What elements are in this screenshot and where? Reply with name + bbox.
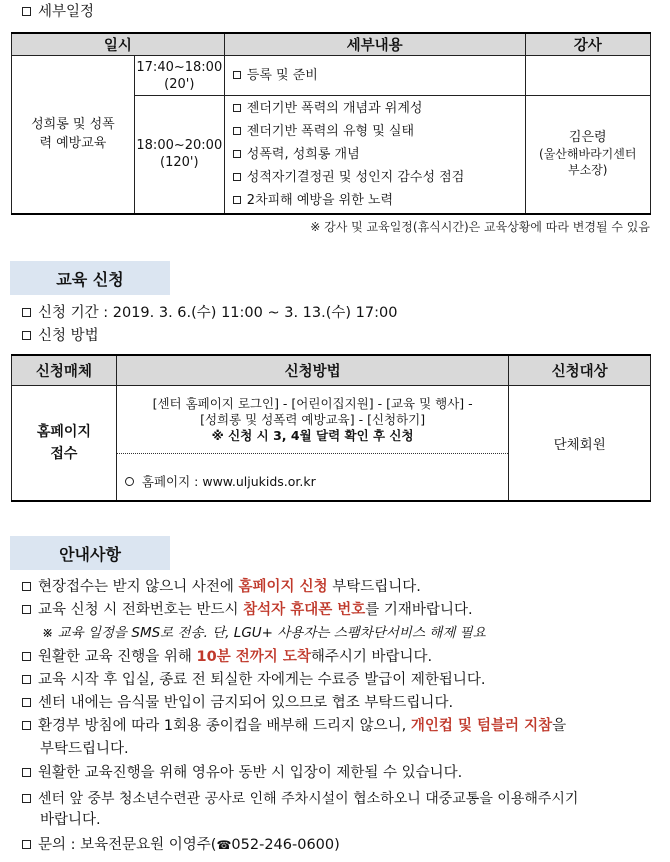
checkbox-bullet-icon: [233, 127, 241, 135]
checkbox-bullet-icon: [233, 104, 241, 112]
checkbox-bullet-icon: [22, 331, 31, 340]
schedule-note: ※ 강사 및 교육일정(휴식시간)은 교육상황에 따라 변경될 수 있음: [310, 220, 650, 234]
checkbox-bullet-icon: [22, 652, 31, 661]
header-details: 세부내용: [224, 33, 525, 56]
circle-bullet-icon: [125, 477, 134, 486]
slot1-instructor: [525, 56, 651, 96]
apply-period: 신청 기간 : 2019. 3. 6.(수) 11:00 ~ 3. 13.(수) 17:00: [22, 304, 397, 322]
guide-item-9: 문의 : 보육전문요원 이영주(☎052-246-0600): [22, 836, 340, 854]
header-medium: 신청매체: [12, 355, 117, 385]
checkbox-bullet-icon: [22, 698, 31, 707]
header-target: 신청대상: [509, 355, 651, 385]
guide-item-3: 원활한 교육 진행을 위해 10분 전까지 도착해주시기 바랍니다.: [22, 648, 432, 666]
header-instructor: 강사: [525, 33, 651, 56]
slot2-time: 18:00~20:00 (120'): [134, 96, 224, 214]
schedule-header-row: [12, 33, 651, 56]
checkbox-bullet-icon: [233, 173, 241, 181]
guide-item-8-cont: 바랍니다.: [40, 812, 101, 828]
slot2-item: 성폭력, 성희롱 개념: [233, 143, 525, 166]
guide-item-8: 센터 앞 중부 청소년수련관 공사로 인해 주차시설이 협소하오니 대중교통을 이용해주시기: [22, 790, 578, 808]
guide-item-1: 현장접수는 받지 않으니 사전에 홈페이지 신청 부탁드립니다.: [22, 578, 421, 596]
checkbox-bullet-icon: [233, 196, 241, 204]
guide-section-title: 안내사항: [10, 536, 170, 570]
slot2-item: 젠더기반 폭력의 개념과 위계성: [233, 97, 525, 120]
checkbox-bullet-icon: [233, 150, 241, 158]
guide-item-2-note: ※ 교육 일정을 SMS로 전송. 단, LGU+ 사용자는 스팸차단서비스 해제 필요: [42, 625, 486, 641]
guide-item-5: 센터 내에는 음식물 반입이 금지되어 있으므로 협조 부탁드립니다.: [22, 694, 453, 712]
checkbox-bullet-icon: [22, 675, 31, 684]
guide-item-2: 교육 신청 시 전화번호는 반드시 참석자 휴대폰 번호를 기재바랍니다.: [22, 601, 473, 619]
slot1-content: 등록 및 준비: [224, 56, 525, 96]
program-name: 성희롱 및 성폭력 예방교육: [12, 56, 135, 214]
slot2-item: 젠더기반 폭력의 유형 및 실태: [233, 120, 525, 143]
guide-item-6: 환경부 방침에 따라 1회용 종이컵을 배부해 드리지 않으니, 개인컵 및 텀블러 지참을: [22, 717, 566, 735]
guide-item-4: 교육 시작 후 입실, 종료 전 퇴실한 자에게는 수료증 발급이 제한됩니다.: [22, 671, 486, 689]
checkbox-bullet-icon: [22, 768, 31, 777]
schedule-row-1: [12, 56, 651, 96]
apply-method-label: 신청 방법: [22, 327, 99, 345]
slot2-item: 2차피해 예방을 위한 노력: [233, 189, 525, 212]
apply-row: [12, 385, 651, 501]
schedule-heading: 세부일정: [22, 3, 94, 21]
phone-icon: ☎: [216, 838, 232, 852]
guide-item-7: 원활한 교육진행을 위해 영유아 동반 시 입장이 제한될 수 있습니다.: [22, 764, 462, 782]
checkbox-bullet-icon: [22, 794, 31, 803]
guide-item-6-cont: 부탁드립니다.: [40, 741, 129, 757]
target-cell: 단체회원: [509, 385, 651, 501]
schedule-table: [11, 32, 651, 215]
header-datetime: 일시: [12, 33, 225, 56]
header-method: 신청방법: [116, 355, 508, 385]
checkbox-bullet-icon: [22, 7, 31, 16]
checkbox-bullet-icon: [22, 582, 31, 591]
checkbox-bullet-icon: [22, 605, 31, 614]
checkbox-bullet-icon: [22, 840, 31, 849]
checkbox-bullet-icon: [22, 308, 31, 317]
homepage-line: 홈페이지 : www.uljukids.or.kr: [117, 454, 508, 490]
method-path: [센터 홈페이지 로그인] - [어린이집지원] - [교육 및 행사] - [성희롱 및 성폭력 예방교육] - [신청하기] ※ 신청 시 3, 4월 달력 확인 후 신청: [117, 386, 508, 454]
method-cell: [116, 385, 508, 501]
checkbox-bullet-icon: [233, 71, 241, 79]
medium-cell: 홈페이지 접수: [12, 385, 117, 501]
apply-header-row: [12, 355, 651, 385]
apply-table: [11, 354, 651, 502]
slot2-content: [224, 96, 525, 214]
slot1-time: 17:40~18:00 (20'): [134, 56, 224, 96]
slot2-item: 성적자기결정권 및 성인지 감수성 점검: [233, 166, 525, 189]
instructor-cell: 김은령 (울산해바라기센터 부소장): [525, 96, 651, 214]
checkbox-bullet-icon: [22, 721, 31, 730]
apply-section-title: 교육 신청: [10, 261, 170, 295]
